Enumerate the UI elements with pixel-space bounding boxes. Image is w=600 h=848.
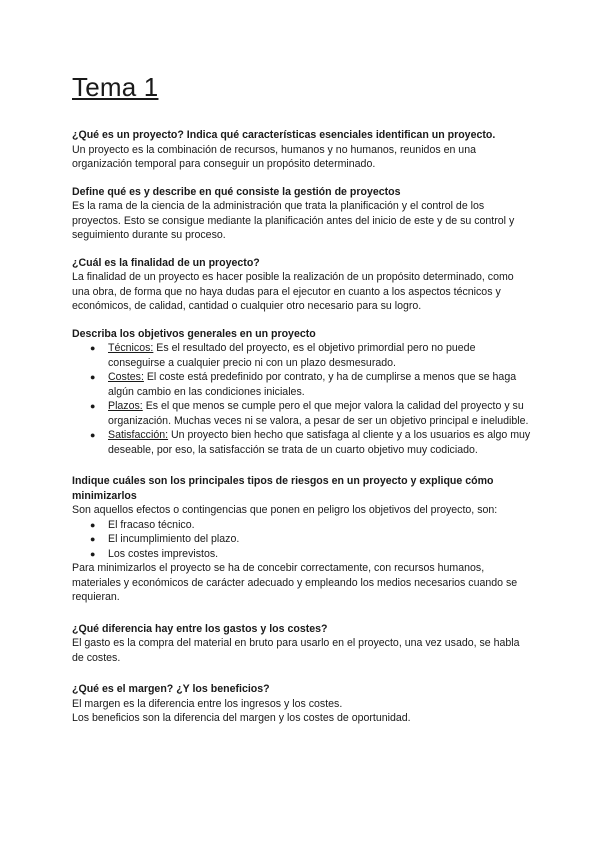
question-3: ¿Cuál es la finalidad de un proyecto? [72, 256, 260, 269]
margin-answer: El margen es la diferencia entre los ingresos y los costes. [72, 697, 343, 710]
answer-3: La finalidad de un proyecto es hacer posible la realización de un propósito determinado, como una obra, de forma que no haya dudas para el ejecutor en cuanto a los aspectos técnicos y económicos, de calidad, cantidad o cualquier otro necesario para su logro. [72, 271, 514, 312]
objectives-list [72, 341, 532, 457]
objective-text: Es el que menos se cumple pero el que mejor valora la calidad del proyecto y su organización. Muchas veces ni se valora, a pesar de ser un objetivo principal e ineludible. [108, 400, 529, 427]
document-page [72, 72, 532, 739]
list-item [72, 518, 532, 533]
risks-outro: Para minimizarlos el proyecto se ha de concebir correctamente, con recursos humanos, materiales y económicos de carácter adecuado y empleando los medios necesarios cuando se requieran. [72, 562, 518, 603]
risks-intro: Son aquellos efectos o contingencias que ponen en peligro los objetivos del proyecto, son: [72, 504, 498, 516]
section-4 [72, 327, 532, 458]
list-item [72, 341, 532, 370]
risk-text: El incumplimiento del plazo. [108, 533, 240, 545]
list-item [72, 547, 532, 562]
objective-term: Técnicos: [108, 342, 154, 354]
list-item [72, 370, 532, 399]
objective-text: Es el resultado del proyecto, es el objetivo primordial pero no puede conseguirse a cualquier precio ni con un plazo desmesurado. [108, 342, 476, 369]
benefits-answer: Los beneficios son la diferencia del margen y los costes de oportunidad. [72, 712, 411, 724]
question-7: ¿Qué es el margen? ¿Y los beneficios? [72, 683, 270, 695]
answer-1: Un proyecto es la combinación de recursos, humanos y no humanos, reunidos en una organización temporal para conseguir un propósito determinado. [72, 143, 476, 170]
bullet-icon: ● [90, 372, 96, 382]
answer-6: El gasto es la compra del material en bruto para usarlo en el proyecto, una vez usado, se habla de costes. [72, 637, 520, 664]
page-title: Tema 1 [72, 72, 159, 102]
bullet-icon: ● [90, 519, 96, 530]
answer-2: Es la rama de la ciencia de la administración que trata la planificación y el control de los proyectos. Esto se consigue mediante la planificación antes del inicio de este y de su control y seguimiento durante su proceso. [72, 200, 515, 241]
risk-text: El fracaso técnico. [108, 518, 195, 531]
list-item [72, 399, 532, 428]
section-2 [72, 185, 532, 243]
section-5 [72, 474, 532, 605]
section-3 [72, 256, 532, 314]
objective-text: El coste está predefinido por contrato, y ha de cumplirse a menos que se haga algún cambio en las condiciones iniciales. [108, 371, 517, 398]
risks-list [72, 518, 532, 562]
risk-text: Los costes imprevistos. [108, 547, 219, 560]
section-7 [72, 682, 532, 726]
question-4: Describa los objetivos generales en un proyecto [72, 327, 316, 340]
bullet-icon: ● [90, 401, 96, 411]
section-1 [72, 128, 532, 172]
bullet-icon: ● [90, 343, 96, 353]
bullet-icon: ● [90, 430, 96, 440]
question-6: ¿Qué diferencia hay entre los gastos y los costes? [72, 622, 328, 635]
section-6 [72, 622, 532, 666]
objective-term: Costes: [108, 371, 144, 383]
list-item [72, 428, 532, 457]
list-item [72, 532, 532, 547]
question-1: ¿Qué es un proyecto? Indica qué características esenciales identifican un proyecto. [72, 129, 496, 141]
objective-term: Plazos: [108, 400, 143, 412]
bullet-icon: ● [90, 534, 96, 544]
objective-text: Un proyecto bien hecho que satisfaga al cliente y a los usuarios es algo muy deseable, por eso, la satisfacción se trata de un cuarto objetivo muy codiciado. [108, 429, 531, 456]
objective-term: Satisfacción: [108, 429, 169, 441]
bullet-icon: ● [90, 548, 96, 559]
question-5: Indique cuáles son los principales tipos de riesgos en un proyecto y explique cómo minimizarlos [72, 475, 494, 502]
question-2: Define qué es y describe en qué consiste la gestión de proyectos [72, 185, 401, 198]
